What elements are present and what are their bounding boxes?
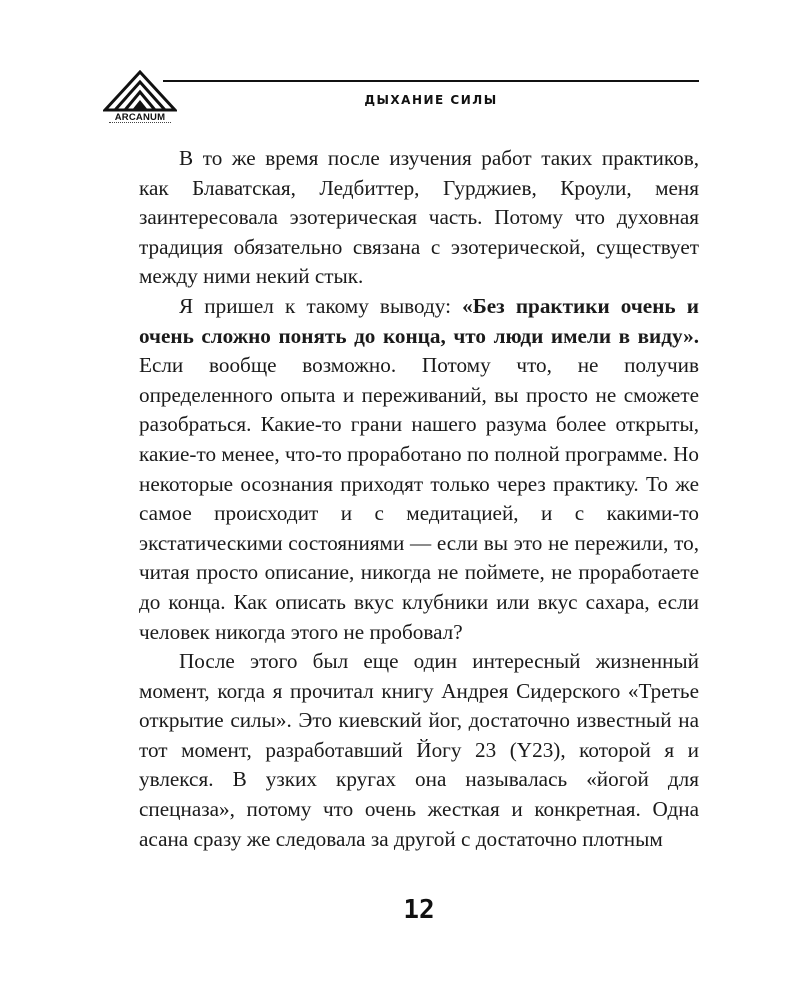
mountain-logo-icon <box>103 70 177 114</box>
paragraph-3: После этого был еще один интересный жизненный момент, когда я прочитал книгу Андрея Сидерского «Третье открытие силы». Это киевский йог, достаточно известный на тот момент, разработавший Йогу 23 (Y23), которой я и увлекся. В узких кругах она называлась «йогой для спецназа», потому что очень жесткая и конкретная. Одна асана сразу же следовала за другой с достаточно плотным <box>139 649 699 851</box>
paragraph-2-prefix: Я пришел к такому выводу: <box>179 293 463 318</box>
header-rule <box>163 80 699 82</box>
paragraph-2-quote: «Без практики очень и очень сложно понять до конца, что люди имели в виду». <box>139 293 699 348</box>
paragraph-2 <box>139 292 699 647</box>
running-title: ДЫХАНИЕ СИЛЫ <box>364 93 498 107</box>
logo-underline <box>109 122 171 125</box>
paragraph-1: В то же время после изучения работ таких практиков, как Блаватская, Ледбиттер, Гурджиев, Кроули, меня заинтересовала эзотерическая часть. Потому что духовная традиция обязательно связана с эзотерической, существует между ними некий стык. <box>139 146 699 289</box>
body-text <box>139 144 699 854</box>
logo-text: ARCANUM <box>114 112 166 123</box>
paragraph-2-suffix: Если вообще возможно. Потому что, не получив определенного опыта и переживаний, вы просто не сможете разобраться. Какие-то грани нашего разума более открыты, какие-то менее, что-то проработано по полной программе. Но некоторые осознания приходят только через практику. То же самое происходит и с медитацией, и с какими-то экстатическими состояниями — если вы это не пережили, то, читая просто описание, никогда не поймете, не проработаете до конца. Как описать вкус клубники или вкус сахара, если человек никогда этого не пробовал? <box>139 353 699 644</box>
page-number: 12 <box>403 895 435 925</box>
